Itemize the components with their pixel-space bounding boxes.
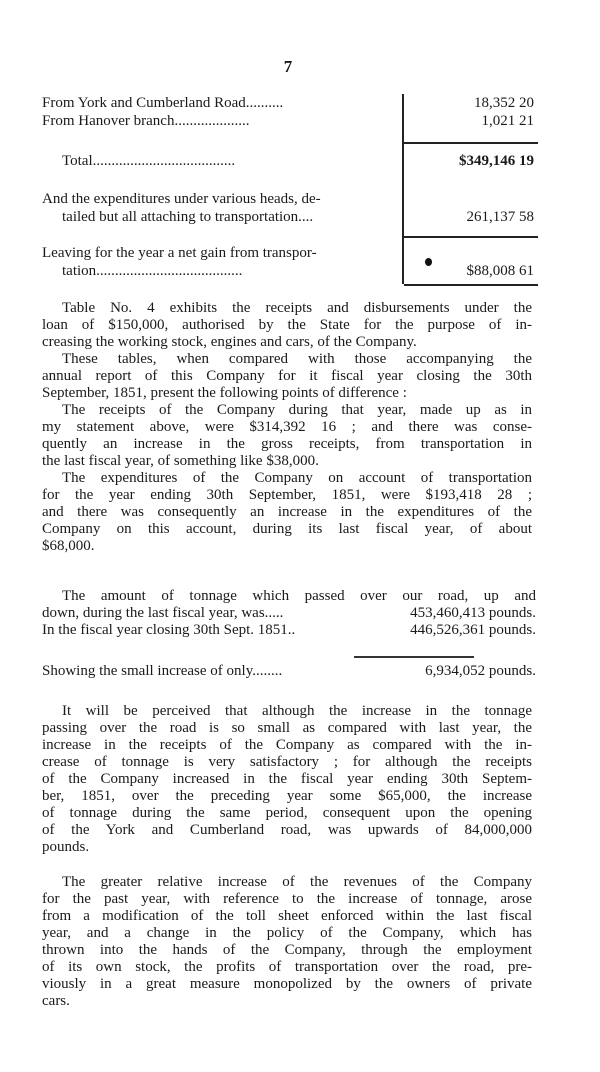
text-line: of the York and Cumberland road, was upwards of 84,000,000 (42, 822, 532, 838)
tonnage-line (42, 622, 536, 639)
text-line: crease of tonnage is very satisfactory ; for although the receipts (42, 754, 532, 770)
text-line: The expenditures of the Company on account of transportation (62, 470, 532, 486)
tonnage-increase-value: 6,934,052 pounds. (425, 663, 536, 679)
tonnage-label: down, during the last fiscal year, was..... (42, 605, 284, 621)
text-line: for the year ending 30th September, 1851, were $193,418 28 ; (42, 487, 532, 503)
tonnage-value: 446,526,361 pounds. (410, 622, 536, 638)
text-line: ber, 1851, over the preceding year some $65,000, the increase (42, 788, 532, 804)
paragraph-comparison (42, 351, 532, 402)
tonnage-line (42, 588, 536, 605)
text-line: It will be perceived that although the increase in the tonnage (62, 703, 532, 719)
text-line: from a modification of the toll sheet enforced within the last fiscal (42, 908, 532, 924)
tonnage-value: 453,460,413 pounds. (410, 605, 536, 621)
text-line: increase in the receipts of the Company as compared with the in- (42, 737, 532, 753)
text-line: creasing the working stock, engines and cars, of the Company. (42, 334, 417, 350)
ledger-row-label: From York and Cumberland Road.......... (42, 95, 284, 111)
ink-blot-mark (425, 258, 432, 266)
text-line: annual report of this Company for it fiscal year closing the 30th (42, 368, 532, 384)
ledger-row-amount: 1,021 21 (481, 113, 534, 129)
text-line: thrown into the hands of the Company, through the employment (42, 942, 532, 958)
paragraph-revenues (42, 874, 532, 1010)
text-line: $68,000. (42, 538, 95, 554)
sum-rule (354, 656, 474, 658)
text-line: The receipts of the Company during that year, made up as in (62, 402, 532, 418)
tonnage-label: In the fiscal year closing 30th Sept. 1851.. (42, 622, 296, 638)
text-line: pounds. (42, 839, 90, 855)
text-line: These tables, when compared with those accompanying the (62, 351, 532, 367)
ledger-gain-amount: $88,008 61 (466, 263, 534, 279)
ledger-expenditures-label-line1: And the expenditures under various heads, de- (42, 191, 321, 207)
ledger-expenditures-label-line2: tailed but all attaching to transportation.... (62, 209, 314, 225)
text-line: of the Company increased in the fiscal year ending 30th Septem- (42, 771, 532, 787)
tonnage-block (42, 588, 536, 639)
ledger-rule (404, 142, 538, 144)
ledger-row-amount: 18,352 20 (474, 95, 534, 111)
text-line: of its own stock, the profits of transportation over the road, pre- (42, 959, 532, 975)
text-line: The greater relative increase of the revenues of the Company (62, 874, 532, 890)
ledger-gain-label-line1: Leaving for the year a net gain from transpor- (42, 245, 317, 261)
text-line: cars. (42, 993, 70, 1009)
tonnage-line (42, 605, 536, 622)
ledger-gain-label-line2: tation....................................... (62, 263, 243, 279)
text-line: Table No. 4 exhibits the receipts and disbursements under the (62, 300, 532, 316)
page-number: 7 (283, 57, 293, 76)
text-line: passing over the road is so small as compared with last year, the (42, 720, 532, 736)
text-line: Company on this account, during its last fiscal year, of about (42, 521, 532, 537)
ledger-rule (404, 284, 538, 286)
paragraph-expenditures (42, 470, 532, 555)
ledger-total-amount: $349,146 19 (459, 153, 534, 169)
ledger-row-label: From Hanover branch.................... (42, 113, 250, 129)
text-line: my statement above, were $314,392 16 ; and there was conse- (42, 419, 532, 435)
ledger-rule (404, 236, 538, 238)
text-line: and there was consequently an increase in the expenditures of the (42, 504, 532, 520)
ledger-column-divider (402, 94, 404, 284)
text-line: September, 1851, present the following points of difference : (42, 385, 407, 401)
paragraph-receipts (42, 402, 532, 470)
text-line: quently an increase in the gross receipts, from transportation in (42, 436, 532, 452)
text-line: for the past year, with reference to the increase of tonnage, arose (42, 891, 532, 907)
text-line: of tonnage during the same period, consequent upon the opening (42, 805, 532, 821)
paragraph-table-4 (42, 300, 532, 351)
text-line: viously in a great measure monopolized by the owners of private (42, 976, 532, 992)
paragraph-perceived (42, 703, 532, 856)
text-line: year, and a change in the policy of the Company, which has (42, 925, 532, 941)
text-line: the last fiscal year, of something like $38,000. (42, 453, 319, 469)
text-line: loan of $150,000, authorised by the State for the purpose of in- (42, 317, 532, 333)
ledger-expenditures-amount: 261,137 58 (466, 209, 534, 225)
ledger-total-label: Total...................................... (62, 153, 236, 169)
text-line: The amount of tonnage which passed over our road, up and (62, 588, 536, 604)
tonnage-increase-label: Showing the small increase of only........ (42, 663, 283, 679)
